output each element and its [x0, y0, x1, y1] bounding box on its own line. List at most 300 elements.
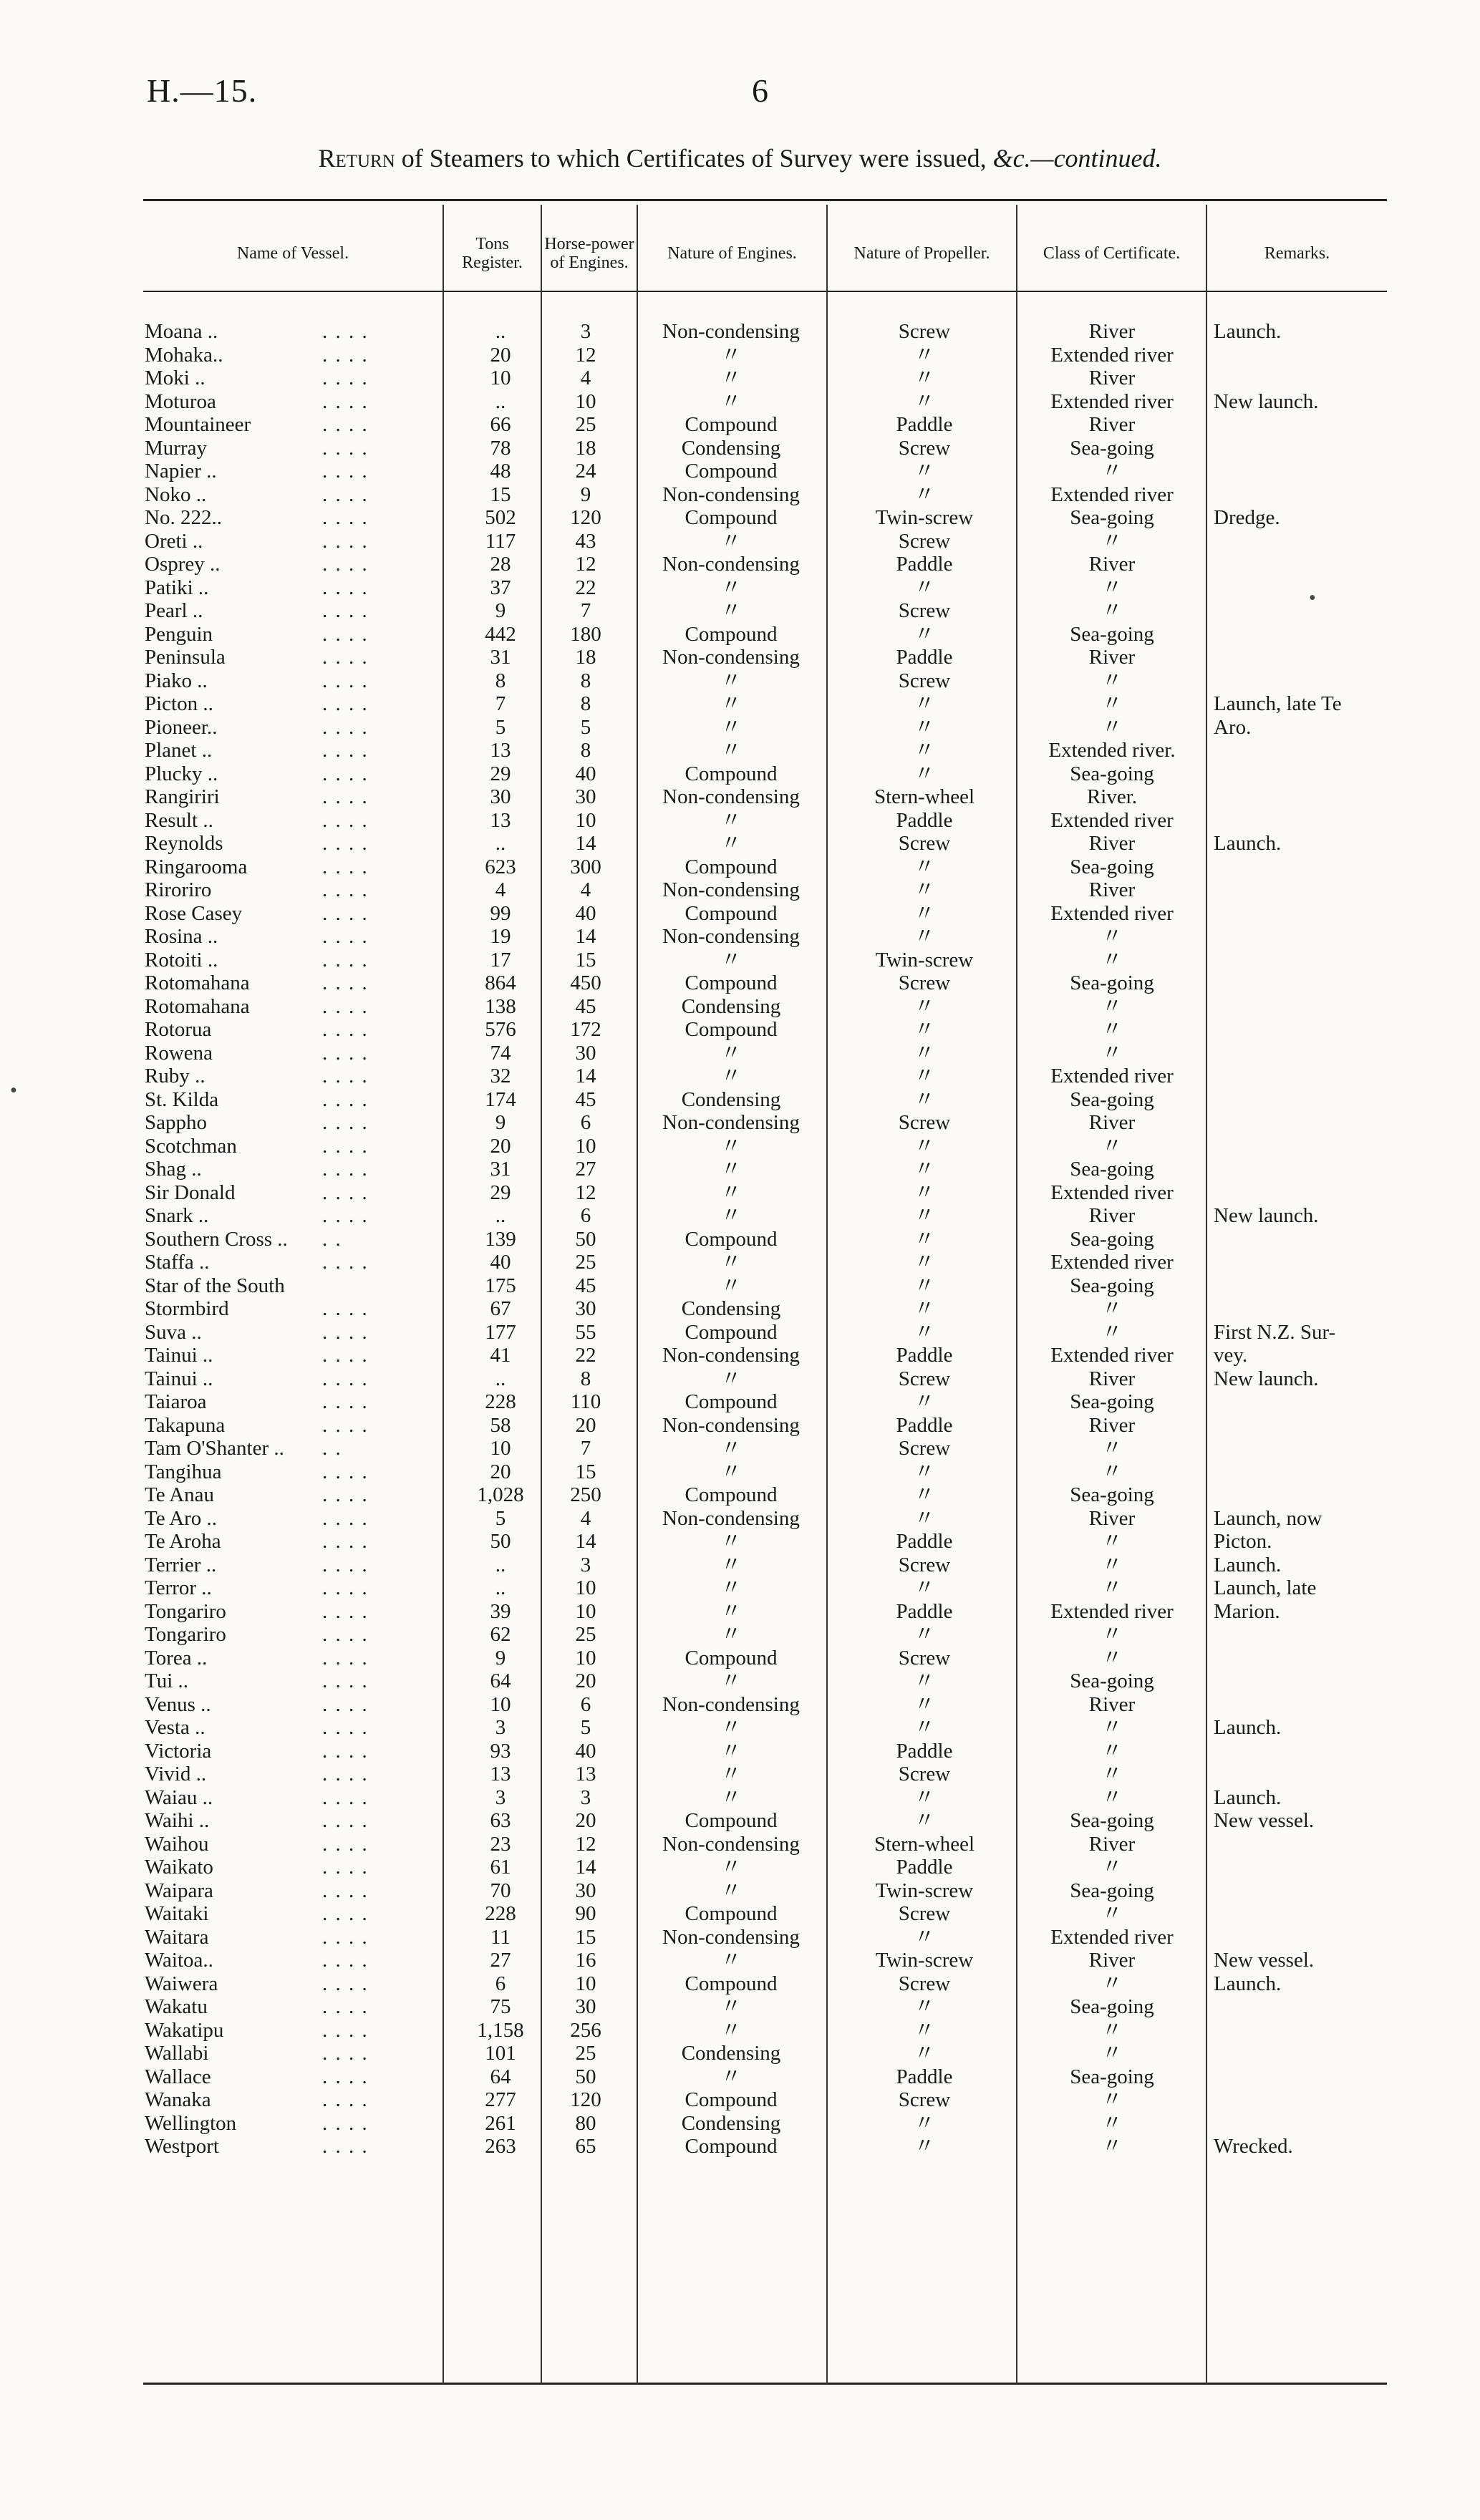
column-header-tons: Tons Register. — [462, 235, 523, 272]
propeller-nature: 〃 — [914, 1320, 935, 1344]
propeller-nature: 〃 — [914, 994, 935, 1018]
certificate-class: Sea-going — [1070, 855, 1154, 878]
tons-register: .. — [495, 1204, 506, 1227]
table-row — [143, 1576, 1387, 1600]
table-row — [143, 2088, 1387, 2112]
tons-register: 31 — [490, 1158, 511, 1181]
leader-dots: . . . . — [322, 506, 369, 529]
horsepower: 25 — [575, 2042, 596, 2065]
column-header-propeller: Nature of Propeller. — [853, 244, 990, 263]
propeller-nature: 〃 — [914, 2111, 935, 2135]
engine-nature: Compound — [685, 971, 778, 994]
horsepower: 172 — [570, 1018, 601, 1041]
certificate-class: 〃 — [1101, 1553, 1123, 1576]
propeller-nature: Screw — [898, 2088, 951, 2111]
engine-nature: 〃 — [720, 739, 742, 762]
certificate-class: 〃 — [1101, 1576, 1123, 1599]
propeller-nature: 〃 — [914, 901, 935, 925]
table-row — [143, 1972, 1387, 1996]
leader-dots: . . . . — [322, 1251, 369, 1274]
engine-nature: 〃 — [720, 1879, 742, 1902]
horsepower: 65 — [575, 2135, 596, 2158]
vessel-name: Patiki .. — [145, 576, 209, 599]
certificate-class: Extended river — [1050, 1925, 1174, 1949]
leader-dots: . . . . — [322, 994, 369, 1018]
propeller-nature: 〃 — [914, 1181, 935, 1204]
vessel-name: Moki .. — [145, 367, 205, 389]
vessel-name: Star of the South — [145, 1274, 285, 1297]
engine-nature: Compound — [685, 855, 778, 878]
table-row — [143, 925, 1387, 949]
leader-dots: . . . . — [322, 1344, 369, 1367]
propeller-nature: 〃 — [914, 715, 935, 739]
table-row — [143, 878, 1387, 902]
certificate-class: Sea-going — [1070, 1483, 1154, 1506]
table-row — [143, 1460, 1387, 1484]
table-row — [143, 1297, 1387, 1321]
table-row — [143, 1995, 1387, 2019]
vessel-name: Waihi .. — [145, 1809, 210, 1832]
certificate-class: 〃 — [1101, 1856, 1123, 1879]
horsepower: 15 — [575, 1925, 596, 1949]
leader-dots: . . . . — [322, 1995, 369, 2018]
propeller-nature: Paddle — [896, 808, 953, 832]
tons-register: 39 — [490, 1599, 511, 1623]
propeller-nature: Stern-wheel — [874, 785, 975, 808]
leader-dots: . . . . — [322, 1506, 369, 1530]
engine-nature: Non-condensing — [662, 1413, 800, 1437]
tons-register: .. — [495, 1576, 506, 1599]
vessel-name: Ringarooma — [145, 855, 248, 878]
remarks: Launch, late Te — [1214, 692, 1342, 715]
leader-dots: . . . . — [322, 785, 369, 808]
vessel-name: Tui .. — [145, 1670, 189, 1692]
vessel-name: Waihou — [145, 1832, 209, 1856]
engine-nature: Compound — [685, 413, 778, 436]
engine-nature: Non-condensing — [662, 1344, 800, 1367]
table-row — [143, 1693, 1387, 1717]
tons-register: 139 — [485, 1227, 516, 1251]
vessel-name: Napier .. — [145, 460, 217, 483]
tons-register: 67 — [490, 1297, 511, 1320]
horsepower: 43 — [575, 529, 596, 553]
engine-nature: Condensing — [681, 1297, 781, 1320]
leader-dots: . . . . — [322, 692, 369, 715]
table-row — [143, 367, 1387, 390]
remarks: Launch. — [1214, 1785, 1282, 1809]
engine-nature: Compound — [685, 506, 778, 529]
horsepower: 8 — [580, 739, 591, 762]
table-row — [143, 1344, 1387, 1367]
horsepower: 12 — [575, 553, 596, 576]
remarks: New launch. — [1214, 1367, 1319, 1390]
tons-register: 9 — [495, 1646, 506, 1670]
certificate-class: Extended river — [1050, 343, 1174, 367]
table-row — [143, 1600, 1387, 1624]
table-row — [143, 1647, 1387, 1670]
propeller-nature: Paddle — [896, 1413, 953, 1437]
vessel-name: Rose Casey — [145, 901, 243, 925]
certificate-class: 〃 — [1101, 1134, 1123, 1158]
table-row — [143, 1414, 1387, 1438]
vessel-name: Ruby .. — [145, 1065, 205, 1087]
vessel-name: Victoria — [145, 1739, 212, 1763]
engine-nature: 〃 — [720, 1041, 742, 1065]
vessel-name: Tangihua — [145, 1460, 222, 1483]
tons-register: 502 — [485, 506, 516, 529]
leader-dots: . . . . — [322, 715, 369, 739]
engine-nature: Condensing — [681, 1087, 781, 1111]
tons-register: 30 — [490, 785, 511, 808]
leader-dots: . . . . — [322, 1832, 369, 1856]
table-row — [143, 1437, 1387, 1460]
horsepower: 12 — [575, 1181, 596, 1204]
remarks: Marion. — [1214, 1599, 1280, 1623]
horsepower: 5 — [580, 1716, 591, 1739]
leader-dots: . . . . — [322, 1623, 369, 1646]
tons-register: 48 — [490, 460, 511, 483]
propeller-nature: Twin-screw — [875, 1949, 974, 1972]
certificate-class: 〃 — [1101, 2042, 1123, 2065]
propeller-nature: 〃 — [914, 692, 935, 715]
engine-nature: Compound — [685, 762, 778, 785]
engine-nature: 〃 — [720, 1437, 742, 1460]
horsepower: 450 — [570, 971, 601, 994]
engine-nature: Compound — [685, 1320, 778, 1344]
engine-nature: Non-condensing — [662, 925, 800, 948]
leader-dots: . . . . — [322, 646, 369, 669]
horsepower: 25 — [575, 413, 596, 436]
tons-register: 19 — [490, 925, 511, 948]
certificate-class: Sea-going — [1070, 971, 1154, 994]
vessel-name: Rangiriri — [145, 785, 220, 808]
horsepower: 25 — [575, 1623, 596, 1646]
leader-dots: . . — [322, 1227, 342, 1251]
table-row — [143, 995, 1387, 1019]
horsepower: 120 — [570, 506, 601, 529]
vessel-name: Pearl .. — [145, 599, 203, 622]
tons-register: 228 — [485, 1902, 516, 1925]
vessel-name: Waikato — [145, 1856, 213, 1879]
certificate-class: Sea-going — [1070, 622, 1154, 646]
propeller-nature: 〃 — [914, 1670, 935, 1692]
vessel-name: Terror .. — [145, 1576, 212, 1599]
vessel-name: Wakatipu — [145, 2018, 224, 2042]
tons-register: 20 — [490, 1134, 511, 1158]
propeller-nature: Screw — [898, 971, 951, 994]
horsepower: 12 — [575, 343, 596, 367]
table-row — [143, 1042, 1387, 1065]
engine-nature: Compound — [685, 2088, 778, 2111]
tons-register: 31 — [490, 646, 511, 669]
vessel-name: Waiwera — [145, 1972, 218, 1995]
table-row — [143, 1321, 1387, 1344]
certificate-class: River — [1088, 1204, 1136, 1227]
horsepower: 30 — [575, 1995, 596, 2018]
horsepower: 10 — [575, 1646, 596, 1670]
horsepower: 10 — [575, 389, 596, 413]
leader-dots: . . . . — [322, 436, 369, 460]
certificate-class: Sea-going — [1070, 1390, 1154, 1413]
propeller-nature: Paddle — [896, 1599, 953, 1623]
tons-register: .. — [495, 389, 506, 413]
propeller-nature: Screw — [898, 1972, 951, 1995]
propeller-nature: Paddle — [896, 413, 953, 436]
leader-dots: . . . . — [322, 971, 369, 994]
leader-dots: . . . . — [322, 1087, 369, 1111]
engine-nature: Condensing — [681, 994, 781, 1018]
horsepower: 7 — [580, 1437, 591, 1460]
propeller-nature: Stern-wheel — [874, 1832, 975, 1856]
propeller-nature: Screw — [898, 1902, 951, 1925]
leader-dots: . . . . — [322, 2018, 369, 2042]
leader-dots: . . . . — [322, 925, 369, 948]
vessel-name: Mountaineer — [145, 413, 251, 436]
tons-register: 29 — [490, 762, 511, 785]
propeller-nature: Screw — [898, 1646, 951, 1670]
propeller-nature: 〃 — [914, 1204, 935, 1227]
engine-nature: 〃 — [720, 1460, 742, 1483]
vessel-name: Rotomahana — [145, 971, 250, 994]
leader-dots: . . . . — [322, 1809, 369, 1832]
title-etc: &c.—continued. — [992, 144, 1162, 173]
engine-nature: 〃 — [720, 808, 742, 832]
leader-dots: . . . . — [322, 762, 369, 785]
table-row — [143, 320, 1387, 344]
leader-dots: . . . . — [322, 1320, 369, 1344]
engine-nature: Non-condensing — [662, 1832, 800, 1856]
vessel-name: Venus .. — [145, 1692, 211, 1716]
tons-register: 15 — [490, 483, 511, 506]
horsepower: 24 — [575, 460, 596, 483]
propeller-nature: 〃 — [914, 1227, 935, 1251]
horsepower: 10 — [575, 1134, 596, 1158]
propeller-nature: 〃 — [914, 1274, 935, 1297]
horsepower: 18 — [575, 646, 596, 669]
remarks: New vessel. — [1214, 1949, 1315, 1972]
propeller-nature: 〃 — [914, 1251, 935, 1274]
vessel-name: Peninsula — [145, 646, 226, 669]
horsepower: 3 — [580, 1785, 591, 1809]
certificate-class: 〃 — [1101, 1297, 1123, 1320]
propeller-nature: 〃 — [914, 739, 935, 762]
certificate-class: Sea-going — [1070, 1809, 1154, 1832]
propeller-nature: 〃 — [914, 2042, 935, 2065]
title-main: of Steamers to which Certificates of Survey were issued, — [395, 144, 993, 173]
certificate-class: 〃 — [1101, 1902, 1123, 1925]
horsepower: 14 — [575, 925, 596, 948]
propeller-nature: 〃 — [914, 1460, 935, 1483]
engine-nature: 〃 — [720, 343, 742, 367]
propeller-nature: Screw — [898, 529, 951, 553]
propeller-nature: 〃 — [914, 1692, 935, 1716]
tons-register: 7 — [495, 692, 506, 715]
certificate-class: Extended river — [1050, 1344, 1174, 1367]
engine-nature: Non-condensing — [662, 1111, 800, 1134]
engine-nature: 〃 — [720, 389, 742, 413]
engine-nature: Compound — [685, 460, 778, 483]
table-row — [143, 413, 1387, 437]
horsepower: 8 — [580, 1367, 591, 1390]
propeller-nature: Screw — [898, 1111, 951, 1134]
leader-dots: . . . . — [322, 948, 369, 971]
leader-dots: . . . . — [322, 389, 369, 413]
engine-nature: Compound — [685, 901, 778, 925]
leader-dots: . . . . — [322, 1530, 369, 1553]
leader-dots: . . . . — [322, 2135, 369, 2158]
leader-dots: . . . . — [322, 1553, 369, 1576]
table-row — [143, 1018, 1387, 1042]
horsepower: 4 — [580, 878, 591, 901]
propeller-nature: Screw — [898, 669, 951, 692]
table-row — [143, 1902, 1387, 1926]
certificate-class: 〃 — [1101, 1460, 1123, 1483]
certificate-class: 〃 — [1101, 925, 1123, 948]
horsepower: 250 — [570, 1483, 601, 1506]
vessel-name: Te Aroha — [145, 1530, 221, 1553]
table-row — [143, 2042, 1387, 2065]
tons-register: 50 — [490, 1530, 511, 1553]
horsepower: 10 — [575, 808, 596, 832]
table-row — [143, 2019, 1387, 2042]
leader-dots: . . . . — [322, 2042, 369, 2065]
tons-register: 70 — [490, 1879, 511, 1902]
vessel-name: Shag .. — [145, 1158, 202, 1181]
horsepower: 10 — [575, 1972, 596, 1995]
leader-dots: . . . . — [322, 1646, 369, 1670]
leader-dots: . . . . — [322, 1716, 369, 1739]
engine-nature: Non-condensing — [662, 785, 800, 808]
vessel-name: Moana .. — [145, 320, 218, 343]
table-row — [143, 785, 1387, 809]
vessel-name: Te Anau — [145, 1483, 215, 1506]
remarks: Launch. — [1214, 1553, 1282, 1576]
propeller-nature: Twin-screw — [875, 948, 974, 971]
propeller-nature: Screw — [898, 1763, 951, 1785]
vessel-name: Taiaroa — [145, 1390, 207, 1413]
engine-nature: 〃 — [720, 2065, 742, 2088]
certificate-class: Extended river — [1050, 389, 1174, 413]
tons-register: 10 — [490, 1692, 511, 1716]
horsepower: 30 — [575, 1879, 596, 1902]
vessel-name: Tongariro — [145, 1623, 226, 1646]
horsepower: 3 — [580, 1553, 591, 1576]
propeller-nature: 〃 — [914, 483, 935, 506]
tons-register: 78 — [490, 436, 511, 460]
table-top-rule — [143, 199, 1387, 201]
table-row — [143, 1833, 1387, 1856]
tons-register: 442 — [485, 622, 516, 646]
horsepower: 10 — [575, 1599, 596, 1623]
remarks: New launch. — [1214, 1204, 1319, 1227]
engine-nature: Non-condensing — [662, 1506, 800, 1530]
horsepower: 15 — [575, 1460, 596, 1483]
vessel-name: Result .. — [145, 808, 213, 832]
stray-mark: • — [10, 1080, 17, 1102]
remarks: Wrecked. — [1214, 2135, 1293, 2158]
leader-dots: . . . . — [322, 1879, 369, 1902]
remarks: vey. — [1214, 1344, 1248, 1367]
propeller-nature: 〃 — [914, 1995, 935, 2018]
leader-dots: . . . . — [322, 1111, 369, 1134]
engine-nature: 〃 — [720, 576, 742, 599]
certificate-class: 〃 — [1101, 669, 1123, 692]
horsepower: 90 — [575, 1902, 596, 1925]
table-row — [143, 1181, 1387, 1205]
engine-nature: Compound — [685, 1483, 778, 1506]
propeller-nature: 〃 — [914, 1506, 935, 1530]
table-row — [143, 1926, 1387, 1949]
horsepower: 20 — [575, 1809, 596, 1832]
horsepower: 50 — [575, 2065, 596, 2088]
propeller-nature: 〃 — [914, 1018, 935, 1041]
certificate-class: 〃 — [1101, 2088, 1123, 2111]
leader-dots: . . . . — [322, 1949, 369, 1972]
certificate-class: Sea-going — [1070, 1879, 1154, 1902]
vessel-name: Pioneer.. — [145, 715, 218, 739]
table-row — [143, 716, 1387, 740]
table-row — [143, 1483, 1387, 1507]
horsepower: 40 — [575, 762, 596, 785]
table-row — [143, 1856, 1387, 1879]
horsepower: 6 — [580, 1111, 591, 1134]
horsepower: 27 — [575, 1158, 596, 1181]
tons-register: 1,158 — [477, 2018, 524, 2042]
certificate-class: 〃 — [1101, 1763, 1123, 1785]
table-row — [143, 599, 1387, 623]
vessel-name: Takapuna — [145, 1413, 226, 1437]
propeller-nature: 〃 — [914, 1623, 935, 1646]
tons-register: 64 — [490, 1670, 511, 1692]
propeller-nature: Paddle — [896, 1344, 953, 1367]
table-row — [143, 1530, 1387, 1554]
vessel-name: Wallace — [145, 2065, 211, 2088]
certificate-class: 〃 — [1101, 2135, 1123, 2158]
leader-dots: . . . . — [322, 1134, 369, 1158]
vessel-name: Stormbird — [145, 1297, 229, 1320]
propeller-nature: Paddle — [896, 1856, 953, 1879]
leader-dots: . . . . — [322, 1204, 369, 1227]
certificate-class: River — [1088, 1832, 1136, 1856]
tons-register: 623 — [485, 855, 516, 878]
tons-register: .. — [495, 1367, 506, 1390]
horsepower: 8 — [580, 692, 591, 715]
certificate-class: 〃 — [1101, 994, 1123, 1018]
engine-nature: Compound — [685, 1227, 778, 1251]
engine-nature: Compound — [685, 1390, 778, 1413]
engine-nature: Non-condensing — [662, 553, 800, 576]
tons-register: 5 — [495, 1506, 506, 1530]
tons-register: 11 — [490, 1925, 511, 1949]
tons-register: 138 — [485, 994, 516, 1018]
engine-nature: 〃 — [720, 1065, 742, 1087]
table-row — [143, 1809, 1387, 1833]
horsepower: 20 — [575, 1413, 596, 1437]
leader-dots: . . . . — [322, 1692, 369, 1716]
certificate-class: Sea-going — [1070, 436, 1154, 460]
certificate-class: River — [1088, 367, 1136, 389]
engine-nature: 〃 — [720, 948, 742, 971]
vessel-name: Scotchman — [145, 1134, 237, 1158]
propeller-nature: 〃 — [914, 460, 935, 483]
tons-register: 23 — [490, 1832, 511, 1856]
leader-dots: . . . . — [322, 622, 369, 646]
leader-dots: . . . . — [322, 1018, 369, 1041]
horsepower: 7 — [580, 599, 591, 622]
propeller-nature: 〃 — [914, 1297, 935, 1320]
tons-register: 277 — [485, 2088, 516, 2111]
leader-dots: . . . . — [322, 1297, 369, 1320]
